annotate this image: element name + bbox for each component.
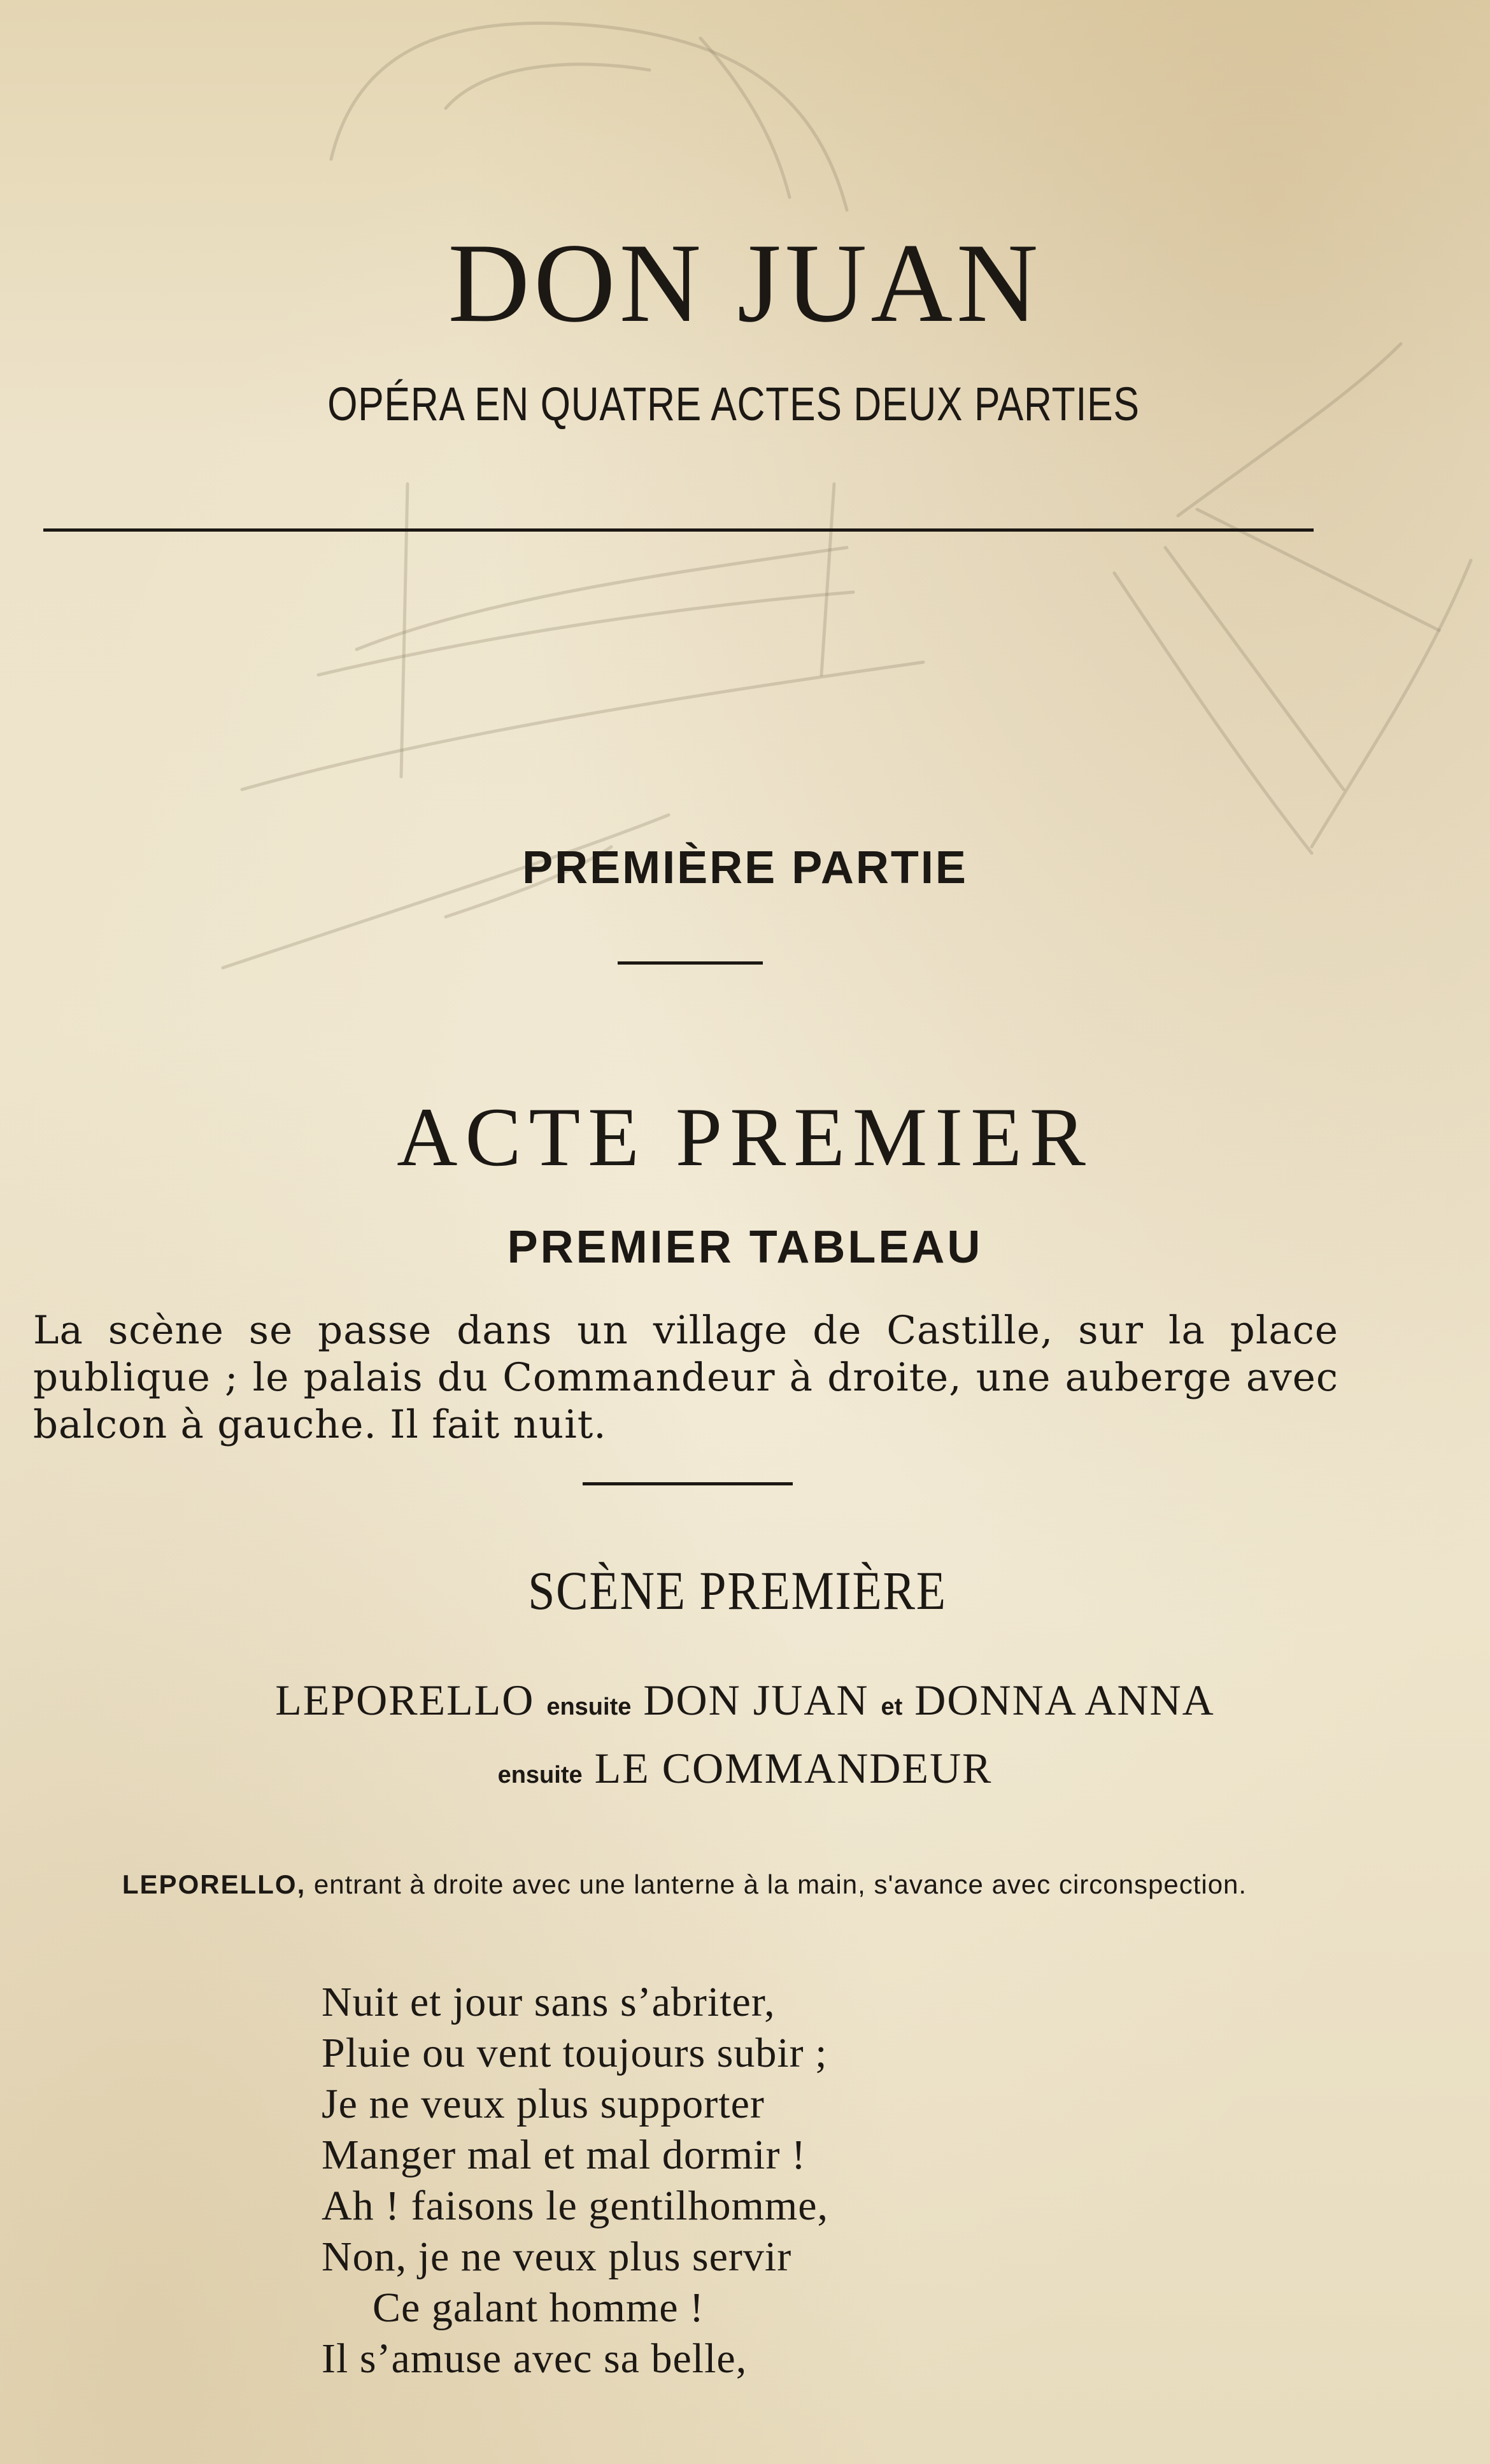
verse-line: Non, je ne veux plus servir — [322, 2234, 792, 2280]
conjunction: ensuite — [497, 1762, 583, 1788]
opera-title: DON JUAN — [448, 220, 1042, 346]
part-divider — [618, 961, 763, 965]
scene-title: SCÈNE PREMIÈRE — [528, 1560, 947, 1621]
tableau-title: PREMIER TABLEAU — [507, 1222, 983, 1273]
verse-line: Ce galant homme ! — [372, 2284, 705, 2331]
setting-divider — [583, 1482, 793, 1485]
character-commandeur: LE COMMANDEUR — [594, 1744, 993, 1792]
scene-setting-description — [33, 1307, 1338, 1448]
character-don-juan: DON JUAN — [643, 1676, 869, 1724]
part-title: PREMIÈRE PARTIE — [522, 842, 968, 893]
verse-line: Ah ! faisons le gentilhomme, — [322, 2183, 829, 2229]
verse-line: Je ne veux plus supporter — [322, 2081, 765, 2127]
stage-direction-character: LEPORELLO, — [122, 1869, 306, 1899]
character-leporello: LEPORELLO — [275, 1676, 535, 1724]
stage-direction — [32, 1859, 1337, 1910]
character-donna-anna: DONNA ANNA — [914, 1676, 1215, 1724]
characters-line-2 — [0, 1746, 1490, 1790]
act-title: ACTE PREMIER — [397, 1090, 1093, 1184]
conjunction: ensuite — [546, 1694, 632, 1720]
verse-line: Manger mal et mal dormir ! — [322, 2132, 806, 2178]
opera-subtitle: OPÉRA EN QUATRE ACTES DEUX PARTIES — [327, 378, 1140, 430]
verse-line: Pluie ou vent toujours subir ; — [322, 2030, 828, 2076]
stage-direction-text: entrant à droite avec une lanterne à la main, s'avance avec circonspection. — [313, 1869, 1247, 1899]
characters-line-1 — [0, 1678, 1490, 1722]
verse-line: Nuit et jour sans s’abriter, — [322, 1979, 776, 2025]
header-divider — [43, 528, 1314, 532]
verse-line: Il s’amuse avec sa belle, — [322, 2335, 748, 2382]
setting-text: La scène se passe dans un village de Castille, sur la place publique ; le palais du Commandeur à droite, une auberge avec balcon à gauche. Il fait nuit. — [33, 1308, 1338, 1447]
verse-block — [322, 1977, 1213, 2384]
conjunction: et — [881, 1694, 903, 1720]
